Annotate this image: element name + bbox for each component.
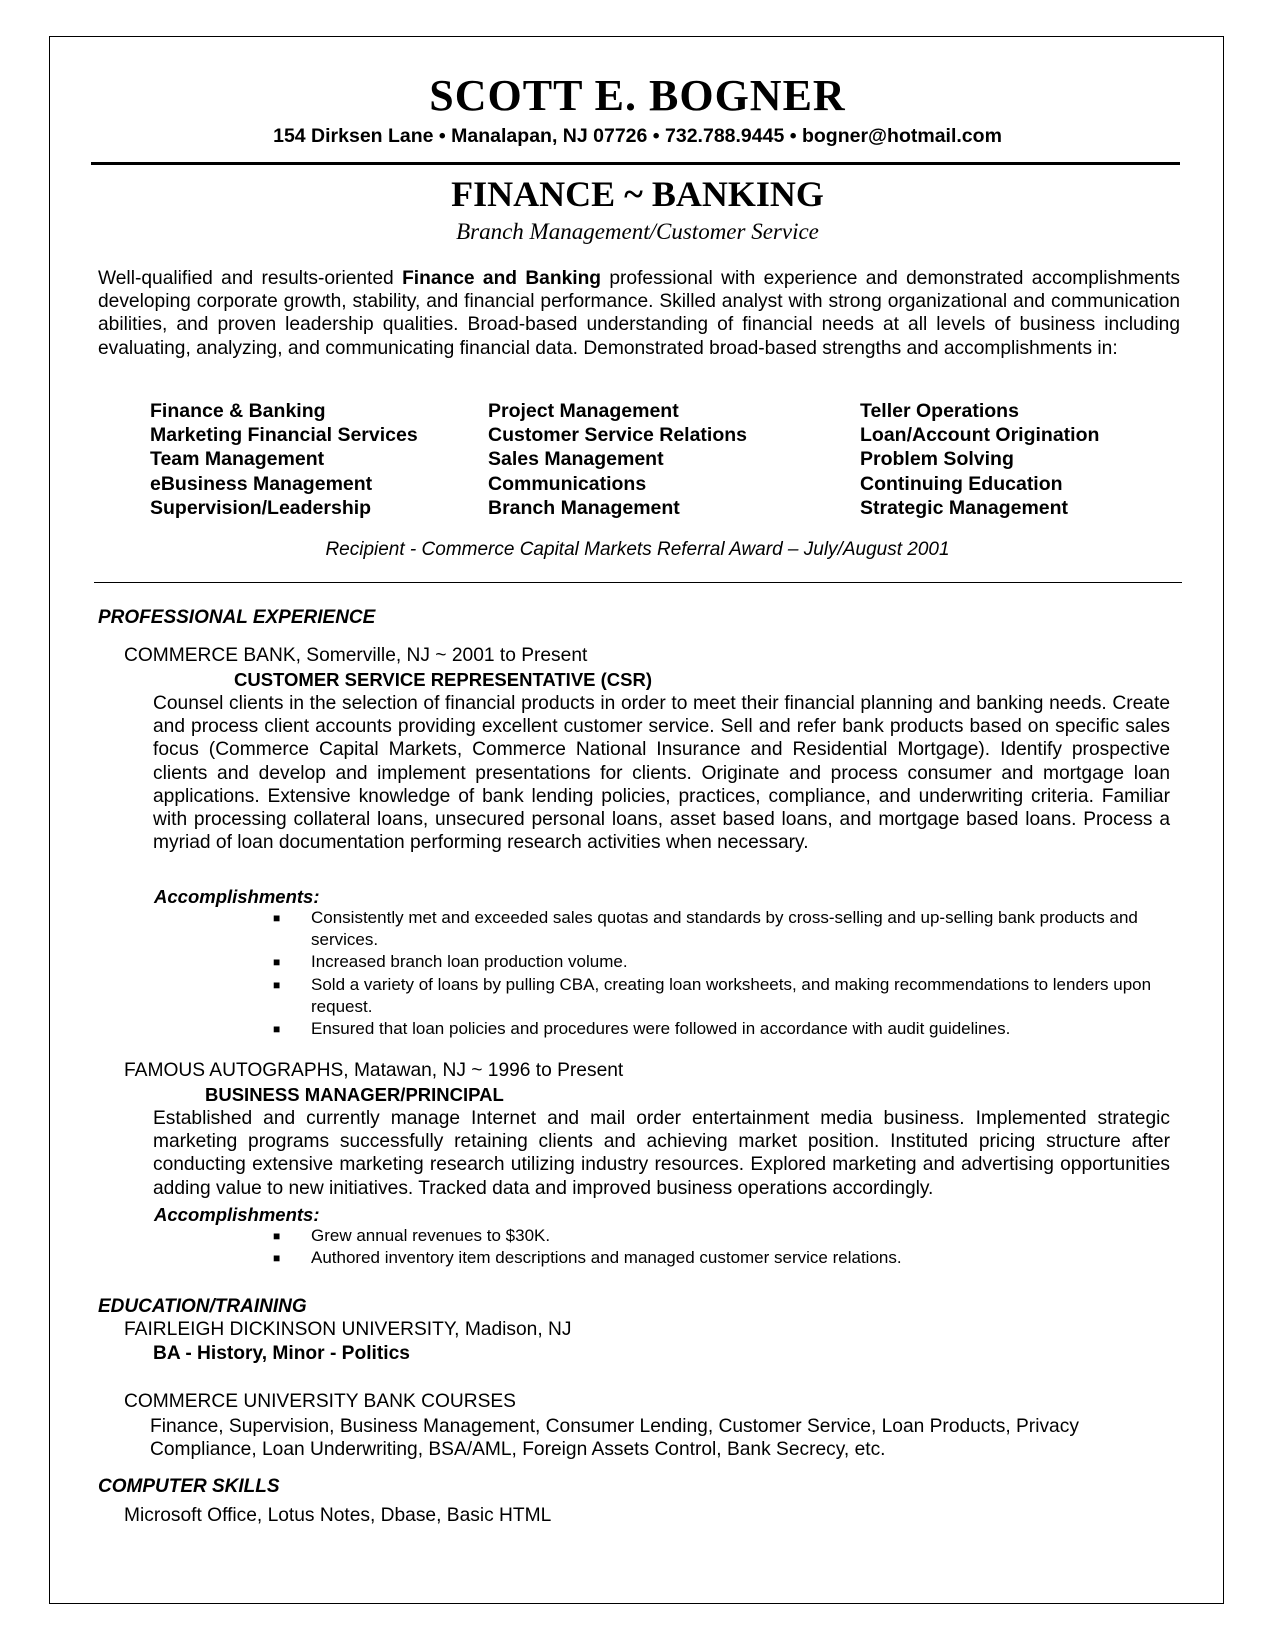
computer-skills: Microsoft Office, Lotus Notes, Dbase, Basic HTML — [124, 1505, 552, 1526]
skill-item: Teller Operations — [860, 400, 1019, 422]
summary-paragraph — [98, 267, 1180, 360]
job-description: Established and currently manage Internet and mail order entertainment media business. Implemented strategic marketing programs successfully retaining clients and achieving market position. Instituted pricing structure after conducting extensive marketing research utilizing industry resources. Explored marketing and advertising opportunities adding value to new initiatives. Tracked data and improved business operations accordingly. — [153, 1108, 1170, 1199]
skill-item: Project Management — [488, 400, 679, 422]
list-item-text: Grew annual revenues to $30K. — [311, 1226, 551, 1245]
skills-column-3 — [860, 399, 1099, 520]
contact-line: 154 Dirksen Lane • Manalapan, NJ 07726 • 732.788.9445 • bogner@hotmail.com — [273, 125, 1002, 147]
accomplishments-label: Accomplishments: — [154, 1204, 320, 1225]
skill-item: Team Management — [150, 448, 325, 471]
summary-text-end: professional with experience and demonstrated accomplishments developing corporate growth, stability, and financial performance. Skilled analyst with strong organizational and communication abilities, and proven leadership qualities. Broad-based understanding of financial needs at all levels of business including evaluating, analyzing, and communicating financial data. Demonstrated broad-based strengths and accomplishments in: — [98, 268, 1180, 359]
courses-heading: COMMERCE UNIVERSITY BANK COURSES — [124, 1391, 516, 1412]
list-item — [273, 951, 1173, 973]
skill-item: Supervision/Leadership — [150, 496, 372, 519]
courses-list: Finance, Supervision, Business Management, Consumer Lending, Customer Service, Loan Products, Privacy Compliance, Loan Underwriting, BSA/AML, Foreign Assets Control, Bank Secrecy, etc. — [150, 1416, 1079, 1461]
candidate-name: SCOTT E. BOGNER — [429, 71, 846, 120]
bullet-icon: ■ — [273, 1251, 281, 1266]
skill-item: Communications — [488, 472, 647, 495]
job-employer: COMMERCE BANK, Somerville, NJ ~ 2001 to Present — [124, 645, 588, 666]
skill-item: eBusiness Management — [150, 472, 373, 495]
education-school: FAIRLEIGH DICKINSON UNIVERSITY, Madison, NJ — [124, 1319, 572, 1340]
skills-column-2 — [488, 399, 747, 520]
skill-item: Loan/Account Origination — [860, 424, 1100, 447]
skill-item: Sales Management — [488, 448, 664, 471]
headline-title: FINANCE ~ BANKING — [451, 174, 824, 214]
bullet-icon: ■ — [273, 911, 281, 925]
computer-heading: COMPUTER SKILLS — [98, 1476, 280, 1497]
list-item — [273, 1247, 1173, 1269]
list-item-text: Ensured that loan policies and procedures were followed in accordance with audit guidelines. — [311, 1019, 1011, 1039]
skill-item: Branch Management — [488, 496, 680, 519]
experience-heading: PROFESSIONAL EXPERIENCE — [98, 607, 376, 628]
skill-item: Customer Service Relations — [488, 424, 748, 447]
header-divider — [91, 162, 1180, 165]
bullet-icon: ■ — [273, 1229, 281, 1243]
job-employer: FAMOUS AUTOGRAPHS, Matawan, NJ ~ 1996 to Present — [124, 1060, 624, 1081]
list-item — [273, 1225, 1173, 1247]
education-heading: EDUCATION/TRAINING — [98, 1296, 307, 1317]
job-role: BUSINESS MANAGER/PRINCIPAL — [205, 1084, 504, 1105]
skill-item: Finance & Banking — [150, 400, 326, 422]
bullet-icon: ■ — [273, 977, 281, 992]
list-item — [273, 907, 1173, 951]
education-degree: BA - History, Minor - Politics — [153, 1343, 410, 1364]
skill-item: Problem Solving — [860, 448, 1014, 471]
list-item-text: Consistently met and exceeded sales quotas and standards by cross-selling and up-selling bank products and services. — [311, 908, 1138, 950]
job-description: Counsel clients in the selection of financial products in order to meet their financial planning and banking needs. Create and process client accounts providing excellent customer service. Sell and refer bank products based on specific sales focus (Commerce Capital Markets, Commerce National Insurance and Residential Mortgage). Identify prospective clients and develop and implement presentations for clients. Originate and process consumer and mortgage loan applications. Extensive knowledge of bank lending policies, practices, compliance, and underwriting criteria. Familiar with processing collateral loans, unsecured personal loans, asset based loans, and mortgage based loans. Process a myriad of loan documentation performing research activities when necessary. — [153, 693, 1170, 854]
accomplishments-list — [273, 907, 1173, 1040]
job-role: CUSTOMER SERVICE REPRESENTATIVE (CSR) — [234, 669, 653, 690]
skill-item: Strategic Management — [860, 496, 1069, 519]
skill-item: Marketing Financial Services — [150, 424, 418, 447]
bullet-icon: ■ — [273, 955, 281, 970]
section-divider — [94, 582, 1182, 583]
headline-subtitle: Branch Management/Customer Service — [456, 219, 819, 244]
skills-column-1 — [150, 399, 418, 520]
skill-item: Continuing Education — [860, 472, 1063, 495]
list-item — [273, 974, 1173, 1018]
summary-text-bold: Finance and Banking — [402, 268, 602, 289]
list-item-text: Sold a variety of loans by pulling CBA, creating loan worksheets, and making recommendations to lenders upon request. — [311, 974, 1152, 1016]
list-item-text: Increased branch loan production volume. — [311, 952, 628, 972]
award-line: Recipient - Commerce Capital Markets Referral Award – July/August 2001 — [325, 539, 950, 560]
bullet-icon: ■ — [273, 1022, 281, 1037]
accomplishments-list — [273, 1225, 1173, 1269]
summary-text-start: Well-qualified and results-oriented — [98, 268, 403, 289]
list-item-text: Authored inventory item descriptions and managed customer service relations. — [311, 1248, 902, 1268]
accomplishments-label: Accomplishments: — [154, 886, 320, 907]
list-item — [273, 1018, 1173, 1040]
